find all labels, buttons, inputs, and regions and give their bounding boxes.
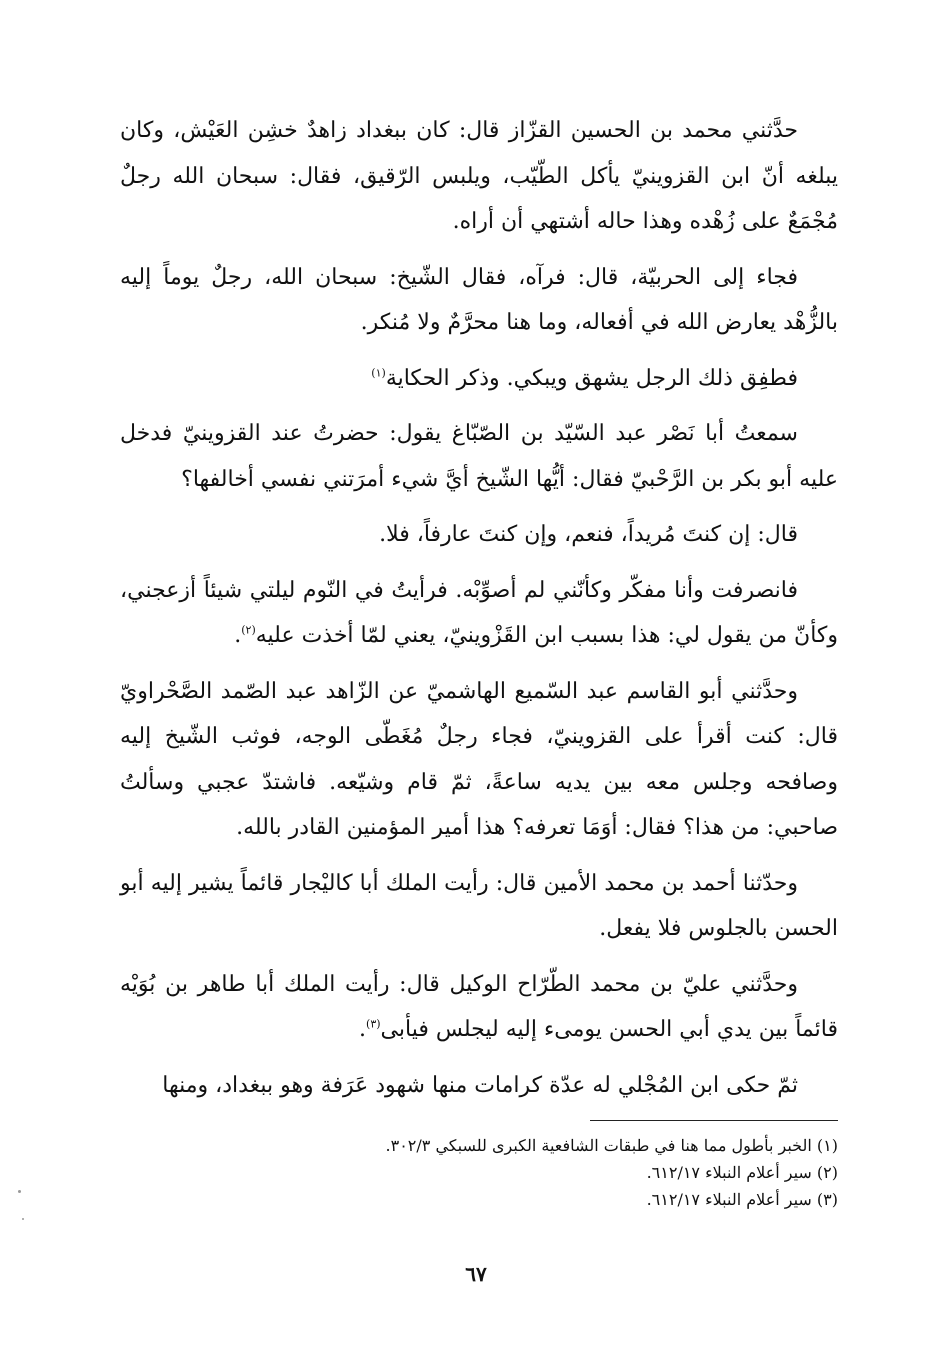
page-body xyxy=(120,108,838,1118)
footnote-marker-1: (١) xyxy=(371,366,386,380)
paragraph-3-text: فطفِق ذلك الرجل يشهق ويبكي. وذكر الحكاية xyxy=(385,365,798,391)
footnote-separator xyxy=(590,1120,838,1121)
footnote-marker-2: (٢) xyxy=(241,623,256,637)
paragraph-10: ثمّ حكى ابن المُجْلي له عدّة كرامات منها شهود عَرَفة وهو ببغداد، ومنها xyxy=(162,1072,798,1098)
paragraph-8: وحدّثنا أحمد بن محمد الأمين قال: رأيت الملك أبا كاليْجار قائماً يشير إليه أبو الحسن بالجلوس فلا يفعل. xyxy=(120,870,838,941)
paragraph-3 xyxy=(120,356,838,402)
paragraph-1: حدَّثني محمد بن الحسين القزّاز قال: كان ببغداد زاهدٌ خشِن العَيْش، وكان يبلغه أنّ ابن القزوينيّ يأكل الطّيّب، ويلبس الرّقيق، فقال: سبحان الله رجلٌ مُجْمَعٌ على زُهْده وهذا حاله أشتهي أن أراه. xyxy=(120,118,838,234)
footnote-3: (٣) سير أعلام النبلاء ٦١٢/١٧. xyxy=(646,1190,838,1209)
paragraph-5: قال: إن كنتَ مُريداً، فنعم، وإن كنتَ عارفاً، فلا. xyxy=(379,522,798,547)
scan-speck xyxy=(22,1218,24,1220)
paragraph-7: وحدَّثني أبو القاسم عبد السّميع الهاشميّ عن الزّاهد عبد الصّمد الصَّحْراويّ قال: كنت أقرأ على القزوينيّ، فجاء رجلٌ مُغَطّى الوجه، فوثب الشّيخ إليه وصافحه وجلس معه بين يديه ساعةً، ثمّ قام وشيّعه. فاشتدّ عجبي وسألتُ صاحبي: من هذا؟ فقال: أوَمَا تعرفه؟ هذا أمير المؤمنين القادر بالله. xyxy=(120,678,838,840)
paragraph-6 xyxy=(120,568,838,659)
paragraph-6-end: . xyxy=(234,623,242,648)
paragraph-9 xyxy=(120,962,838,1053)
paragraph-6-text: فانصرفت وأنا مفكّر وكأنّني لم أصوِّبْه. فرأيتُ في النّوم ليلتي شيئاً أزعجني، وكأنّ من يقول لي: هذا بسبب ابن القَزْوينيّ، يعني لمّا أخذت عليه xyxy=(120,577,838,648)
footnotes xyxy=(200,1132,838,1213)
page-number: ٦٧ xyxy=(465,1262,487,1286)
paragraph-4: سمعتُ أبا نَصْر عبد السّيّد بن الصّبّاغ يقول: حضرتُ عند القزوينيّ فدخل عليه أبو بكر بن الرَّحْبيّ فقال: أيُّها الشّيخ أيَّ شيء أمرَتني نفسي أخالفها؟ xyxy=(120,421,838,492)
paragraph-9-end: . xyxy=(359,1017,367,1042)
scan-speck xyxy=(18,1190,21,1193)
footnote-2: (٢) سير أعلام النبلاء ٦١٢/١٧. xyxy=(646,1163,838,1182)
paragraph-9-text: وحدَّثني عليّ بن محمد الطّرّاح الوكيل قال: رأيت الملك أبا طاهر بن بُوَيْه قائماً بين يدي أبي الحسن يومىء إليه ليجلس فيأبى xyxy=(120,971,838,1042)
paragraph-2: فجاء إلى الحربيّة، قال: فرآه، فقال الشّيخ: سبحان الله، رجلٌ يوماً إليه بالزُّهْد يعارض الله في أفعاله، وما هنا محرَّمٌ ولا مُنكر. xyxy=(120,264,838,335)
footnote-1: (١) الخبر بأطول مما هنا في طبقات الشافعية الكبرى للسبكي ٣٠٢/٣. xyxy=(385,1136,838,1155)
footnote-marker-3: (٣) xyxy=(366,1017,381,1031)
